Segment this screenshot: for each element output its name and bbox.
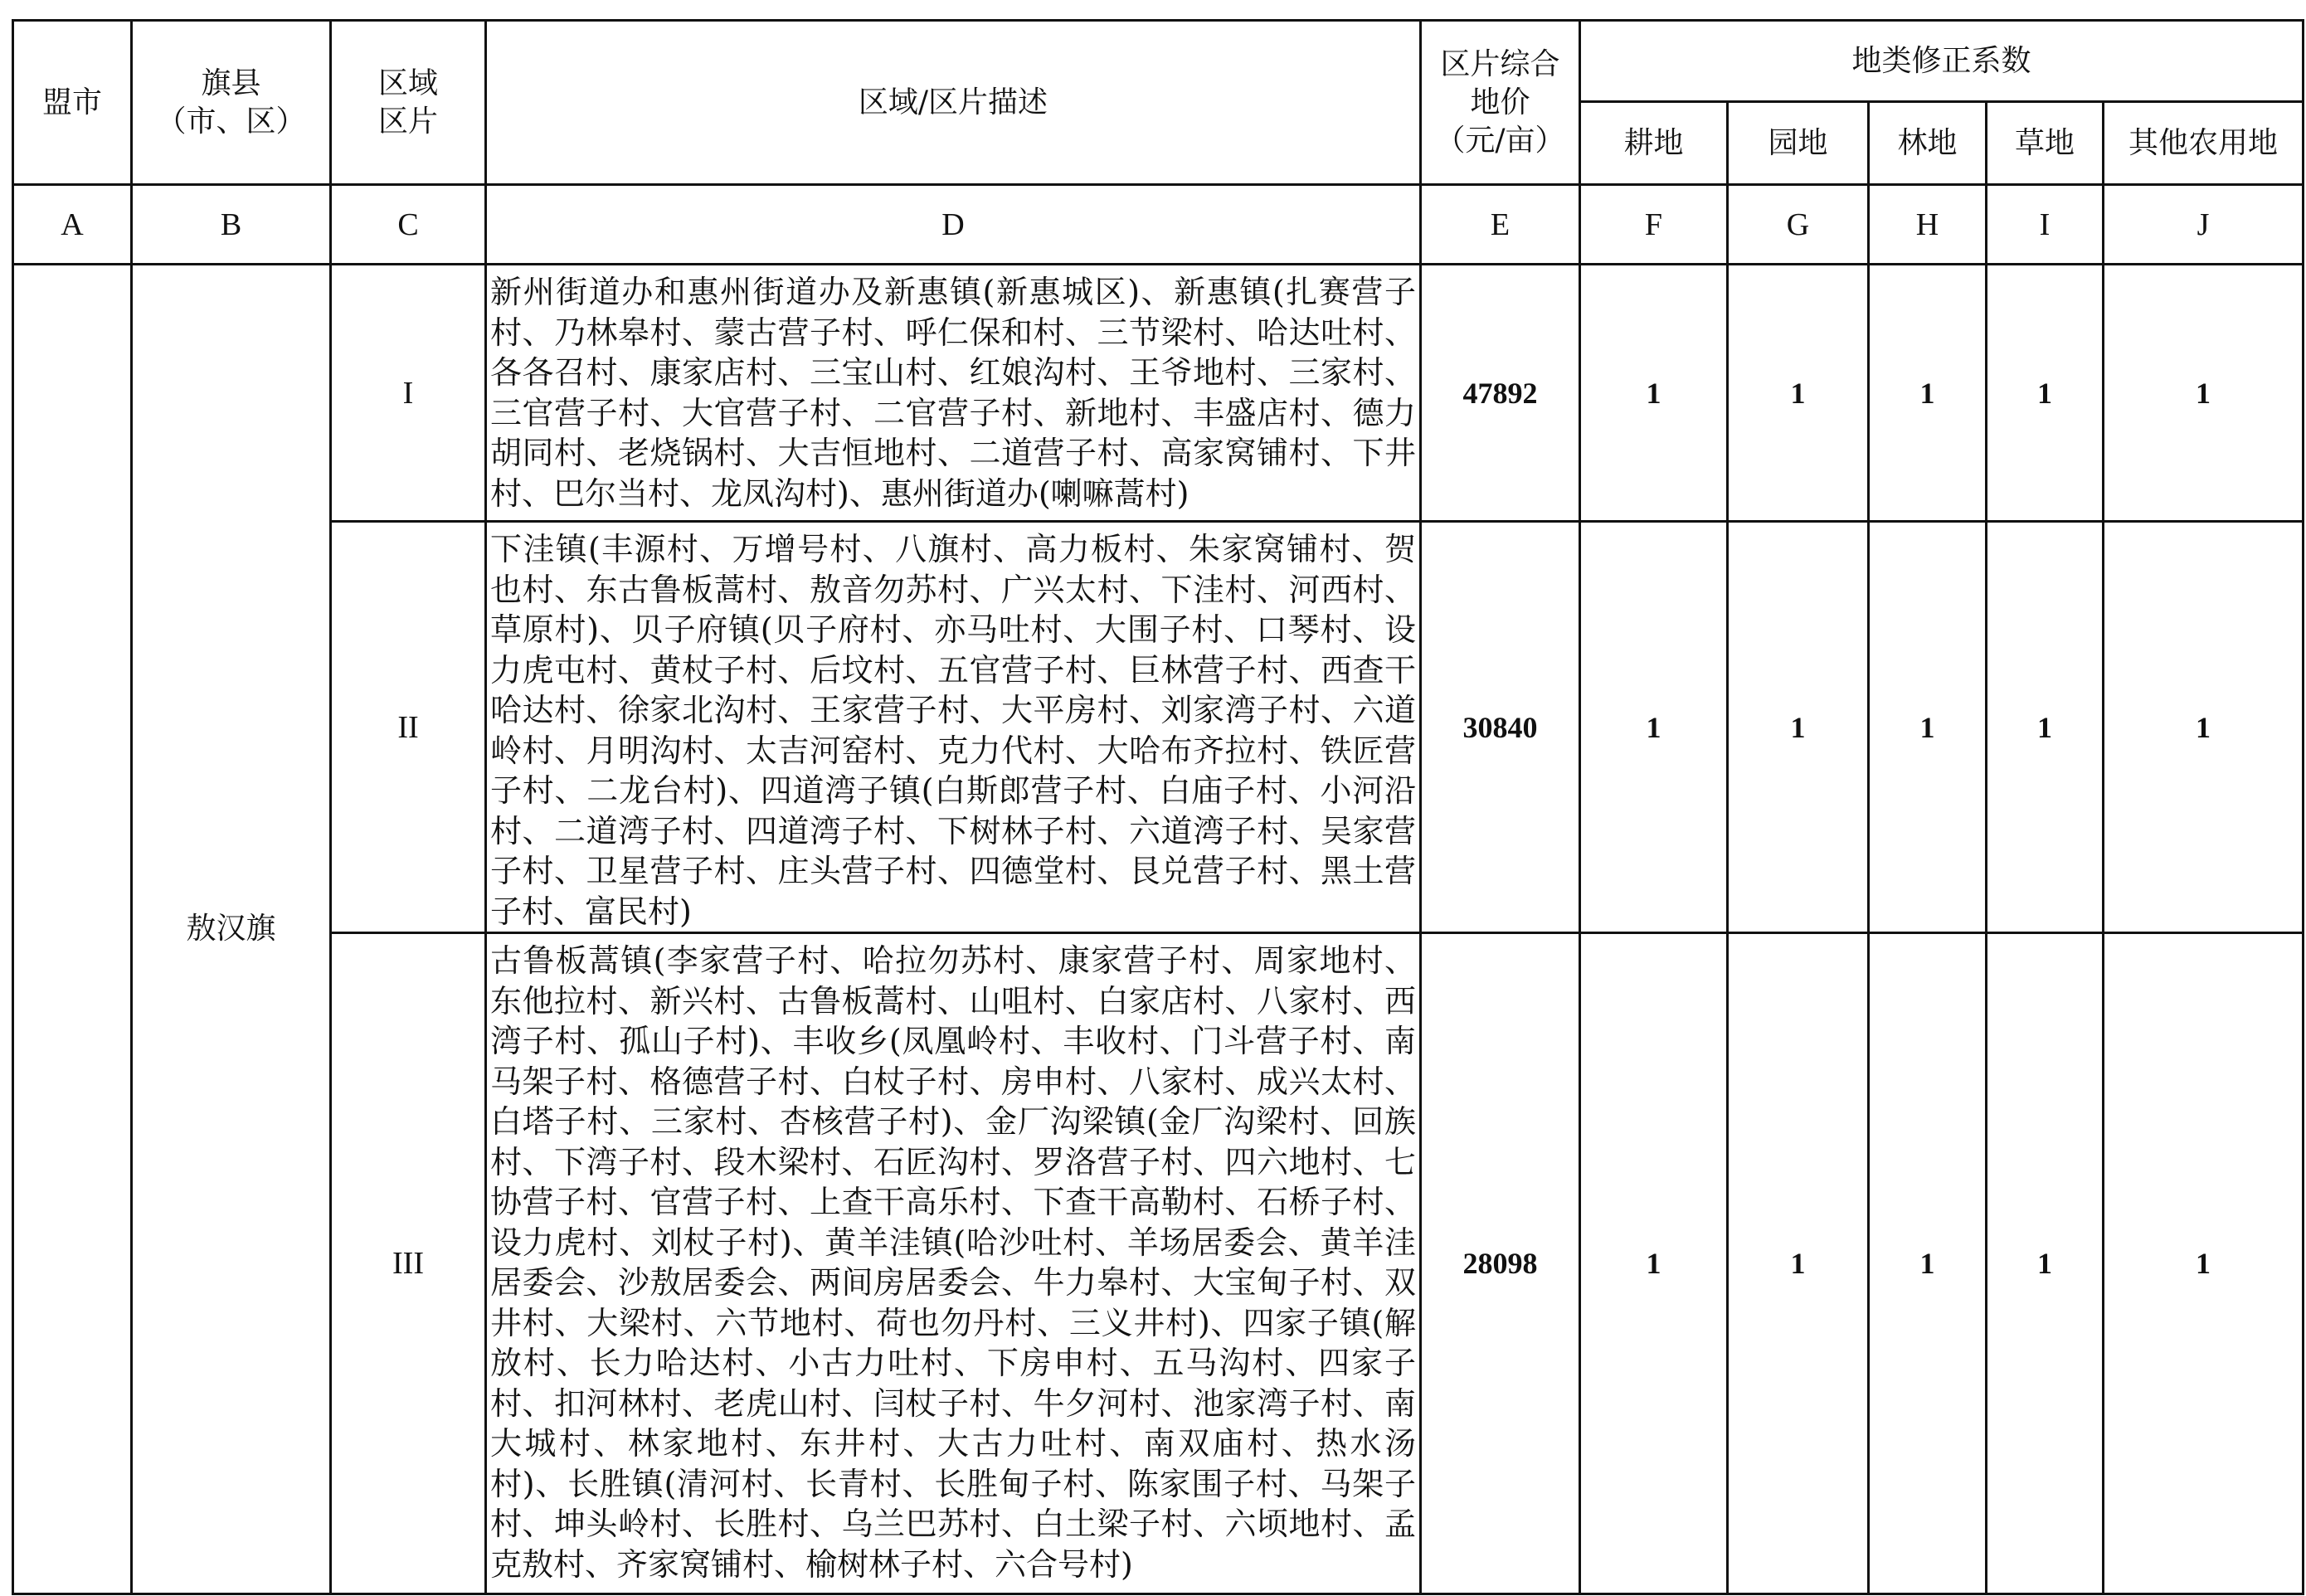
coef-cell: 1 [2104,265,2304,522]
coef-cell: 1 [2104,522,2304,933]
coef-cell: 1 [1580,933,1728,1594]
header-description: 区域/区片描述 [486,21,1421,185]
header-coef-forest: 林地 [1869,102,1987,185]
coef-cell: 1 [1869,933,1987,1594]
price-cell: 30840 [1421,522,1580,933]
coef-cell: 1 [1580,522,1728,933]
coef-cell: 1 [1869,265,1987,522]
header-price-l1: 区片综合 [1440,46,1560,81]
table-row [13,265,2304,522]
table-row [13,933,2304,1594]
letter-d: D [486,185,1421,265]
letter-a: A [13,185,132,265]
letter-i: I [1987,185,2104,265]
price-cell: 28098 [1421,933,1580,1594]
header-league-city: 盟市 [13,21,132,185]
header-coef-grass: 草地 [1987,102,2104,185]
header-price [1421,21,1580,185]
header-zone [331,21,486,185]
header-coef-other: 其他农用地 [2104,102,2304,185]
header-coef-group: 地类修正系数 [1580,21,2304,102]
letter-row [13,185,2304,265]
letter-j: J [2104,185,2304,265]
zone-cell: II [331,522,486,933]
league-city-cell [13,265,132,1594]
letter-h: H [1869,185,1987,265]
land-price-table [12,19,2304,1595]
header-county-label: 旗县 [201,66,261,100]
county-cell: 敖汉旗 [132,265,331,1594]
coef-cell: 1 [1987,933,2104,1594]
coef-cell: 1 [1728,522,1869,933]
table-row [13,522,2304,933]
header-county-sub: （市、区） [156,104,306,139]
coef-cell: 1 [1987,265,2104,522]
coef-cell: 1 [1728,933,1869,1594]
header-coef-garden: 园地 [1728,102,1869,185]
letter-f: F [1580,185,1728,265]
letter-g: G [1728,185,1869,265]
description-cell: 下洼镇(丰源村、万增号村、八旗村、高力板村、朱家窝铺村、贺也村、东古鲁板蒿村、敖音勿苏村、广兴太村、下洼村、河西村、草原村)、贝子府镇(贝子府村、亦马吐村、大围子村、口琴村、设力虎屯村、黄杖子村、后坟村、五官营子村、巨林营子村、西查干哈达村、徐家北沟村、王家营子村、大平房村、刘家湾子村、六道岭村、月明沟村、太吉河窑村、克力代村、大哈布齐拉村、铁匠营子村、二龙台村)、四道湾子镇(白斯郎营子村、白庙子村、小河沿村、二道湾子村、四道湾子村、下树林子村、六道湾子村、吴家营子村、卫星营子村、庄头营子村、四德堂村、艮兑营子村、黑土营子村、富民村) [486,522,1421,933]
coef-cell: 1 [1987,522,2104,933]
description-cell: 古鲁板蒿镇(李家营子村、哈拉勿苏村、康家营子村、周家地村、东他拉村、新兴村、古鲁板蒿村、山咀村、白家店村、八家村、西湾子村、孤山子村)、丰收乡(凤凰岭村、丰收村、门斗营子村、南马架子村、格德营子村、白杖子村、房申村、八家村、成兴太村、白塔子村、三家村、杏核营子村)、金厂沟梁镇(金厂沟梁村、回族村、下湾子村、段木梁村、石匠沟村、罗洛营子村、四六地村、七协营子村、官营子村、上查干高乐村、下查干高勒村、石桥子村、设力虎村、刘杖子村)、黄羊洼镇(哈沙吐村、羊场居委会、黄羊洼居委会、沙敖居委会、两间房居委会、牛力皋村、大宝甸子村、双井村、大梁村、六节地村、荷也勿丹村、三义井村)、四家子镇(解放村、长力哈达村、小古力吐村、下房申村、五马沟村、四家子村、扣河林村、老虎山村、闫杖子村、牛夕河村、池家湾子村、南大城村、林家地村、东井村、大古力吐村、南双庙村、热水汤村)、长胜镇(清河村、长青村、长胜甸子村、陈家围子村、马架子村、坤头岭村、长胜村、乌兰巴苏村、白土梁子村、六顷地村、孟克敖村、齐家窝铺村、榆树林子村、六合号村) [486,933,1421,1594]
zone-cell: III [331,933,486,1594]
coef-cell: 1 [1580,265,1728,522]
header-coef-cultivated: 耕地 [1580,102,1728,185]
coef-cell: 1 [1869,522,1987,933]
letter-b: B [132,185,331,265]
zone-cell: I [331,265,486,522]
header-county [132,21,331,185]
header-price-l2: 地价 [1470,85,1530,119]
price-cell: 47892 [1421,265,1580,522]
header-price-l3: （元/亩） [1435,123,1565,158]
header-zone-sub: 区片 [377,104,438,139]
description-cell: 新州街道办和惠州街道办及新惠镇(新惠城区)、新惠镇(扎赛营子村、乃林皋村、蒙古营子村、呼仁保和村、三节梁村、哈达吐村、各各召村、康家店村、三宝山村、红娘沟村、王爷地村、三家村、三官营子村、大官营子村、二官营子村、新地村、丰盛店村、德力胡同村、老烧锅村、大吉恒地村、二道营子村、高家窝铺村、下井村、巴尔当村、龙凤沟村)、惠州街道办(喇嘛蒿村) [486,265,1421,522]
letter-c: C [331,185,486,265]
letter-e: E [1421,185,1580,265]
coef-cell: 1 [2104,933,2304,1594]
coef-cell: 1 [1728,265,1869,522]
header-zone-label: 区域 [377,66,438,100]
